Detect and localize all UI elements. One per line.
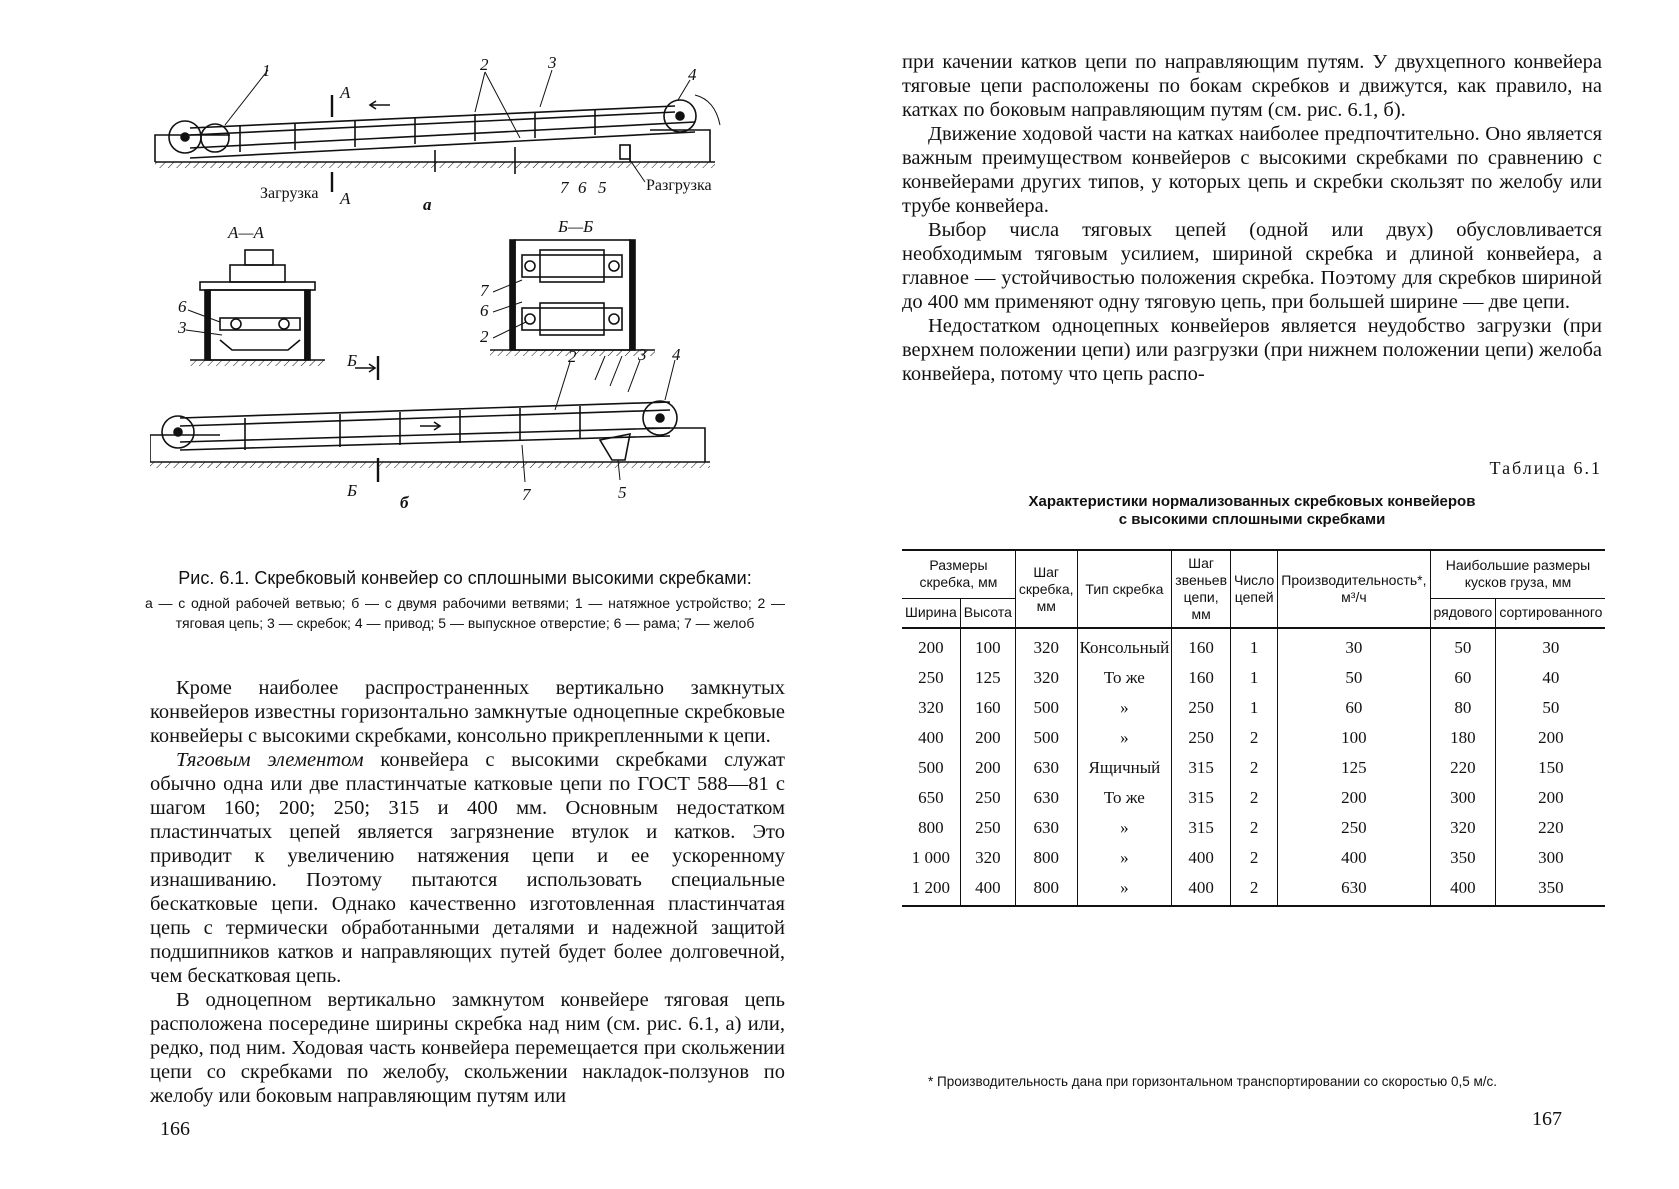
table-cell: 250 — [1278, 813, 1430, 843]
table-footnote: * Производительность дана при горизонтальном транспортировании со скоростью 0,5 м/с. — [928, 1074, 1498, 1089]
page-number-left: 166 — [160, 1118, 190, 1140]
section-bb-title: Б—Б — [558, 217, 594, 236]
table-cell: 60 — [1430, 663, 1496, 693]
header-max-lumps: Наибольшие размеры кусков груза, мм — [1430, 550, 1605, 598]
table-cell: 80 — [1430, 693, 1496, 723]
right-paragraph-3: Выбор числа тяговых цепей (одной или двух) обусловливается необходимым тяговым усилием, шириной скребка и длиной конвейера, а главное — устойчивостью положения скребка. Поэтому для скребков шириной до 400 мм применяют одну тяговую цепь, при большей ширине — две цепи. — [902, 219, 1602, 313]
table-cell: » — [1077, 813, 1172, 843]
view-a-label-1: 1 — [262, 61, 271, 80]
page-number-right: 167 — [1532, 1108, 1562, 1130]
header-scraper-size: Размеры скребка, мм — [902, 550, 1015, 598]
section-aa-drawing — [186, 250, 325, 366]
table-cell: » — [1077, 693, 1172, 723]
table-cell: 650 — [902, 783, 960, 813]
section-bb-label-7: 7 — [480, 281, 489, 300]
header-scraper-pitch: Шаг скребка, мм — [1015, 550, 1077, 628]
table-cell: То же — [1077, 783, 1172, 813]
table-cell: » — [1077, 723, 1172, 753]
table-row — [902, 723, 1605, 753]
table-cell: 2 — [1231, 723, 1278, 753]
table-cell: 1 — [1231, 663, 1278, 693]
table-cell: 30 — [1496, 628, 1606, 663]
table-cell: 500 — [1015, 693, 1077, 723]
table-cell: 125 — [1278, 753, 1430, 783]
table-cell: 160 — [1172, 663, 1231, 693]
view-a-drawing — [155, 70, 720, 192]
table-cell: Консольный — [1077, 628, 1172, 663]
table-cell: 320 — [902, 693, 960, 723]
table-cell: 60 — [1278, 693, 1430, 723]
table-row — [902, 843, 1605, 873]
table-cell: 250 — [960, 783, 1015, 813]
table-cell: » — [1077, 843, 1172, 873]
table-cell: 50 — [1430, 628, 1496, 663]
view-a-label-6: 6 — [578, 178, 587, 197]
section-bb-drawing — [490, 240, 655, 356]
table-cell: 160 — [960, 693, 1015, 723]
figure-caption-legend: а — с одной рабочей ветвью; б — с двумя рабочими ветвями; 1 — натяжное устройство; 2 — тяговая цепь; 3 — скребок; 4 — привод; 5 — выпускное отверстие; 6 — рама; 7 — желоб — [145, 595, 785, 631]
section-aa-label-6: 6 — [178, 297, 187, 316]
right-paragraph-2: Движение ходовой части на катках наиболее предпочтительно. Оно является важным преимуществом конвейеров с высокими скребками по сравнению с конвейерами других типов, у которых цепь и скребки скользят по желобу или трубе конвейера. — [902, 123, 1602, 217]
table-cell: 50 — [1496, 693, 1606, 723]
table-cell: 320 — [960, 843, 1015, 873]
right-page-text — [902, 50, 1602, 386]
loading-label: Загрузка — [260, 185, 319, 202]
table-cell: 300 — [1496, 843, 1606, 873]
table-cell: 630 — [1278, 873, 1430, 906]
header-chain-count: Число цепей — [1231, 550, 1278, 628]
table-row — [902, 873, 1605, 906]
header-sorted: сортированного — [1496, 598, 1606, 628]
view-a-letter: а — [423, 195, 432, 214]
table-cell: 40 — [1496, 663, 1606, 693]
conveyor-figure — [150, 50, 770, 550]
section-aa-label-3: 3 — [178, 318, 187, 337]
table-cell: 320 — [1015, 628, 1077, 663]
table-cell: 180 — [1430, 723, 1496, 753]
conveyor-drawing — [150, 50, 770, 550]
section-bb-label-2: 2 — [480, 327, 489, 346]
table-cell: 200 — [1496, 783, 1606, 813]
left-paragraph-1: Кроме наиболее распространенных вертикально замкнутых конвейеров известны горизонтально замкнутые одноцепные скребковые конвейеры с высокими скребками, консольно прикрепленными к цепи. — [150, 677, 785, 747]
view-b-label-2: 2 — [568, 347, 577, 366]
table-cell: 1 200 — [902, 873, 960, 906]
table-cell: 30 — [1278, 628, 1430, 663]
view-b-label-3: 3 — [638, 345, 647, 364]
table-cell: 350 — [1496, 873, 1606, 906]
table-body — [902, 628, 1605, 906]
table-cell: То же — [1077, 663, 1172, 693]
table-row — [902, 663, 1605, 693]
header-width: Ширина — [902, 598, 960, 628]
right-paragraph-1: при качении катков цепи по направляющим путям. У двухцепного конвейера тяговые цепи расположены по бокам скребков и движутся, как правило, на катках по боковым направляющим путям (см. рис. 6.1, б). — [902, 51, 1602, 121]
view-a-label-5: 5 — [598, 178, 607, 197]
characteristics-table — [902, 549, 1605, 907]
header-link-pitch: Шаг звеньев цепи, мм — [1172, 550, 1231, 628]
table-cell: 150 — [1496, 753, 1606, 783]
table-cell: 250 — [902, 663, 960, 693]
table-cell: 400 — [902, 723, 960, 753]
section-bb-label-6: 6 — [480, 301, 489, 320]
table-cell: 1 000 — [902, 843, 960, 873]
table-cell: 315 — [1172, 813, 1231, 843]
header-scraper-type: Тип скребка — [1077, 550, 1172, 628]
table-cell: 50 — [1278, 663, 1430, 693]
table-cell: 800 — [902, 813, 960, 843]
table-cell: 400 — [1278, 843, 1430, 873]
table-cell: 630 — [1015, 813, 1077, 843]
table-cell: 2 — [1231, 843, 1278, 873]
view-a-section-bottom: А — [340, 189, 351, 208]
table-cell: 200 — [1496, 723, 1606, 753]
table-title-line-1: Характеристики нормализованных скребковых конвейеров — [1028, 493, 1476, 510]
table-cell: 350 — [1430, 843, 1496, 873]
table-row — [902, 783, 1605, 813]
figure-caption — [145, 568, 785, 633]
table-cell: 125 — [960, 663, 1015, 693]
right-paragraph-4: Недостатком одноцепных конвейеров является неудобство загрузки (при верхнем положении цепи) или разгрузки (при нижнем положении цепи) желоба конвейера, потому что цепь распо- — [902, 315, 1602, 385]
view-b-label-7: 7 — [522, 485, 531, 504]
view-a-label-4: 4 — [688, 65, 697, 84]
left-paragraph-2: Тяговым элементом конвейера с высокими скребками служат обычно одна или две пластинчатые катковые цепи по ГОСТ 588—81 с шагом 160; 200; 250; 315 и 400 мм. Основным недостатком пластинчатых цепей является загрязнение втулок и катков. Это приводит к увеличению натяжения цепи и ее ускоренному изнашиванию. Поэтому пытаются использовать специальные бескатковые цепи. Однако качественно изготовленная пластинчатая цепь с термически обработанными деталями и надежной защитой подшипников катков и направляющих путей будет более долговечной, чем бескатковая цепь. — [150, 749, 785, 987]
table-cell: 300 — [1430, 783, 1496, 813]
table-cell: 315 — [1172, 753, 1231, 783]
table-cell: 220 — [1496, 813, 1606, 843]
table-cell: 1 — [1231, 693, 1278, 723]
left-page-text — [150, 676, 785, 1108]
table-cell: 100 — [960, 628, 1015, 663]
table-cell: 2 — [1231, 753, 1278, 783]
table-row — [902, 628, 1605, 663]
header-ordinary: рядового — [1430, 598, 1496, 628]
table-label: Таблица 6.1 — [1489, 458, 1602, 478]
view-a-label-7: 7 — [560, 178, 569, 197]
table-cell: Ящичный — [1077, 753, 1172, 783]
table-cell: 2 — [1231, 813, 1278, 843]
view-a-label-2: 2 — [480, 55, 489, 74]
view-a-section-top: А — [340, 83, 351, 102]
table-cell: 400 — [1430, 873, 1496, 906]
table-cell: 400 — [960, 873, 1015, 906]
view-b-section-bottom: Б — [347, 481, 358, 500]
header-height: Высота — [960, 598, 1015, 628]
table-cell: 200 — [960, 753, 1015, 783]
table-cell: 500 — [902, 753, 960, 783]
left-paragraph-3: В одноцепном вертикально замкнутом конвейере тяговая цепь расположена посередине ширины скребка над ним (см. рис. 6.1, а) или, редко, под ним. Ходовая часть конвейера перемещается при скольжении цепи со скребками по желобу, скольжении накладок-ползунов по желобу или боковым направляющим путям или — [150, 989, 785, 1107]
table-title-line-2: с высокими сплошными скребками — [1118, 511, 1386, 528]
table-cell: 630 — [1015, 783, 1077, 813]
table-cell: 200 — [902, 628, 960, 663]
header-productivity: Производительность*, м³/ч — [1278, 550, 1430, 628]
table-cell: 250 — [1172, 723, 1231, 753]
table-title — [902, 493, 1602, 529]
right-page — [840, 0, 1679, 1189]
view-b-drawing — [150, 356, 710, 482]
table-cell: 315 — [1172, 783, 1231, 813]
table-cell: 200 — [960, 723, 1015, 753]
table-cell: 800 — [1015, 873, 1077, 906]
table-cell: 160 — [1172, 628, 1231, 663]
view-b-section-top: Б — [347, 351, 358, 370]
table-cell: 500 — [1015, 723, 1077, 753]
table-cell: 320 — [1430, 813, 1496, 843]
table-cell: 400 — [1172, 873, 1231, 906]
view-a-label-3: 3 — [548, 53, 557, 72]
table-cell: 800 — [1015, 843, 1077, 873]
figure-caption-title: Рис. 6.1. Скребковый конвейер со сплошными высокими скребками: — [178, 568, 752, 588]
table-cell: 200 — [1278, 783, 1430, 813]
table-row — [902, 693, 1605, 723]
table-cell: 400 — [1172, 843, 1231, 873]
table-row — [902, 753, 1605, 783]
table-cell: 220 — [1430, 753, 1496, 783]
view-b-letter: б — [400, 493, 409, 512]
table-cell: 2 — [1231, 873, 1278, 906]
table-cell: 630 — [1015, 753, 1077, 783]
table-cell: 250 — [1172, 693, 1231, 723]
table-cell: 100 — [1278, 723, 1430, 753]
unloading-label: Разгрузка — [646, 177, 712, 194]
table-cell: 250 — [960, 813, 1015, 843]
table-cell: 2 — [1231, 783, 1278, 813]
table-cell: 1 — [1231, 628, 1278, 663]
view-b-label-5: 5 — [618, 483, 627, 502]
view-b-label-4: 4 — [672, 345, 681, 364]
table-row — [902, 813, 1605, 843]
table-cell: 320 — [1015, 663, 1077, 693]
section-aa-title: А—А — [228, 223, 264, 242]
table-cell: » — [1077, 873, 1172, 906]
